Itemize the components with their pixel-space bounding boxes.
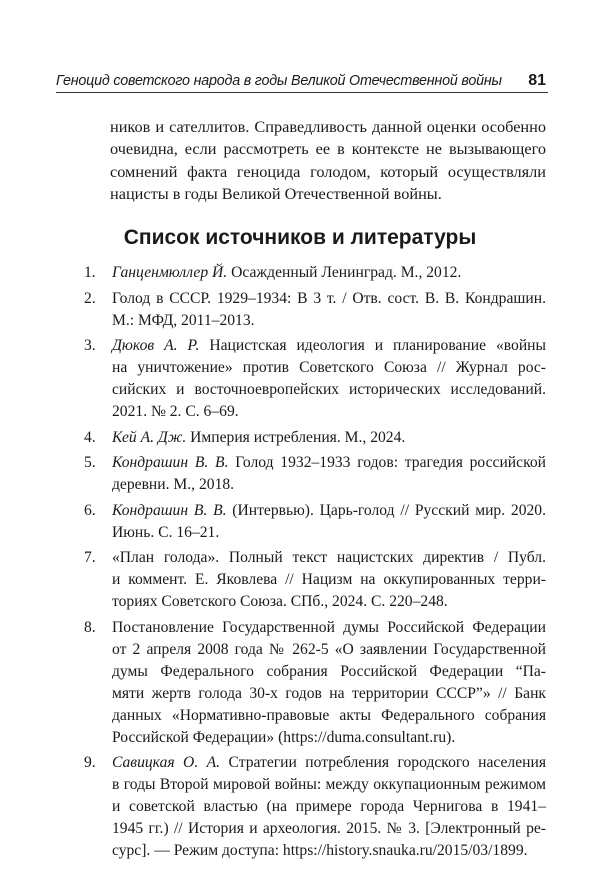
reference-item	[84, 500, 546, 544]
reference-line: Постановление Государственной думы Российской Федерации	[112, 618, 546, 636]
reference-number: 9.	[84, 754, 96, 771]
reference-line: сийских и восточноевропейских исторических исследований.	[112, 381, 546, 398]
reference-text	[112, 335, 546, 423]
reference-line: ториях Советского Союза. СПб., 2024. С. 220–248.	[112, 593, 448, 610]
reference-line: и советской властью (на примере города Чернигова в 1941–	[112, 798, 546, 815]
body-paragraph	[110, 116, 546, 205]
reference-line: от 2 апреля 2008 года № 262-5 «О заявлении Государственной	[112, 640, 546, 658]
reference-line-text: Осажденный Ленинград. М., 2012.	[227, 264, 462, 281]
reference-author: Савицкая О. А.	[112, 754, 221, 771]
reference-item	[84, 547, 546, 613]
reference-line: Голод в СССР. 1929–1934: В 3 т. / Отв. сост. В. В. Кондрашин.	[112, 289, 546, 307]
reference-line: думы Федерального собрания Российской Федерации “Па-	[112, 662, 546, 680]
reference-line-text: Империя истребления. М., 2024.	[186, 428, 406, 446]
reference-number: 3.	[84, 337, 96, 354]
reference-line: Российской Федерации» (https://duma.consultant.ru).	[112, 728, 456, 746]
reference-line-text: Голод 1932–1933 годов: трагедия российской	[228, 454, 546, 471]
reference-line: и коммент. Е. Яковлева // Нацизм на оккупированных терри-	[112, 571, 546, 588]
reference-line: в годы Второй мировой войны: между оккупационным режимом	[112, 776, 546, 793]
reference-line	[112, 500, 546, 522]
paragraph-line: очевидна, если рассмотреть ее в контексте не вызывающего	[110, 139, 546, 159]
reference-line: сурс]. — Режим доступа: https://history.snauka.ru/2015/03/1899.	[112, 842, 528, 859]
reference-author: Ганценмюллер Й.	[112, 264, 228, 281]
reference-item	[84, 617, 546, 749]
reference-number: 7.	[84, 549, 96, 566]
reference-number: 8.	[84, 618, 96, 636]
reference-item	[84, 335, 546, 423]
reference-author: Кондрашин В. В.	[112, 454, 229, 471]
reference-text	[112, 500, 546, 544]
reference-item	[84, 262, 546, 284]
reference-text	[112, 752, 546, 862]
reference-item	[84, 288, 546, 332]
reference-line: 2021. № 2. С. 6–69.	[112, 403, 239, 420]
reference-line: Июнь. С. 16–21.	[112, 523, 220, 541]
reference-item	[84, 452, 546, 496]
reference-item	[84, 752, 546, 862]
reference-text	[112, 288, 546, 332]
reference-list	[84, 262, 546, 866]
running-title: Геноцид советского народа в годы Великой Отечественной войны	[56, 73, 502, 89]
reference-line-text: (Интервью). Царь-голод // Русский мир. 2020.	[226, 501, 546, 519]
reference-line	[112, 262, 546, 284]
reference-line-text: Стратегии потребления городского населения	[220, 754, 546, 771]
reference-line-text: Нацистская идеология и планирование «войны	[199, 337, 546, 354]
reference-author: Кей А. Дж.	[112, 428, 187, 446]
page-number: 81	[528, 72, 546, 89]
reference-item	[84, 427, 546, 449]
paragraph-line: нацисты в годы Великой Отечественной войны.	[110, 183, 442, 203]
reference-text	[112, 427, 546, 449]
reference-line	[112, 452, 546, 474]
reference-line: деревни. М., 2018.	[112, 476, 235, 493]
paragraph-line: ников и сателлитов. Справедливость данной оценки особенно	[110, 117, 546, 136]
reference-line: 1945 гг.) // История и археология. 2015. № 3. [Электронный ре-	[112, 820, 546, 837]
reference-line: данных «Нормативно-правовые акты Федерального собрания	[112, 706, 546, 724]
paragraph-line: сомнений факта геноцида голодом, который осуществляли	[110, 161, 546, 181]
reference-number: 1.	[84, 264, 96, 281]
reference-line	[112, 427, 546, 449]
reference-author: Дюков А. Р.	[112, 337, 200, 354]
reference-number: 4.	[84, 428, 96, 446]
reference-line: М.: МФД, 2011–2013.	[112, 311, 255, 329]
reference-text	[112, 452, 546, 496]
running-header	[56, 68, 548, 93]
reference-line: «План голода». Полный текст нацистских директив / Публ.	[112, 549, 546, 566]
reference-line: мяти жертв голода 30-х годов на территории СССР”» // Банк	[112, 684, 546, 702]
reference-number: 2.	[84, 289, 96, 307]
reference-text	[112, 547, 546, 613]
section-title: Список источников и литературы	[123, 226, 477, 249]
reference-number: 6.	[84, 501, 96, 519]
reference-number: 5.	[84, 454, 96, 471]
reference-author: Кондрашин В. В.	[112, 501, 227, 519]
reference-line	[112, 752, 546, 774]
reference-text	[112, 617, 546, 749]
reference-line: на уничтожение» против Советского Союза // Журнал рос-	[112, 359, 546, 376]
reference-line	[112, 335, 546, 357]
reference-text	[112, 262, 546, 284]
